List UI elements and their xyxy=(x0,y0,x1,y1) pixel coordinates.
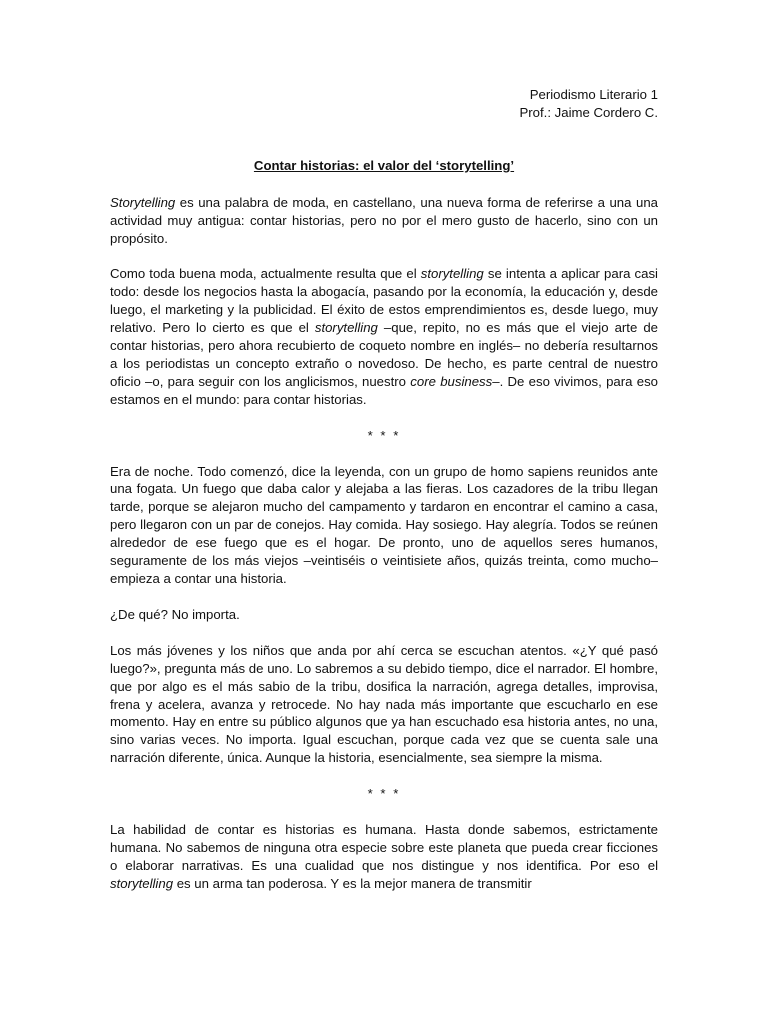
text-run: ¿De qué? No importa. xyxy=(110,606,240,622)
text-run: es un arma tan poderosa. Y es la mejor manera de transmitir xyxy=(173,875,532,891)
text-run: se intenta a aplicar para casi todo: desde los negocios hasta la abogacía, pasando por la economía, la educación y, desde luego, el marketing y la publicidad. El éxito de estos emprendimientos es, desde luego, muy relativo. Pero lo cierto es que el xyxy=(110,266,658,336)
text-run: –. De eso vivimos, para eso estamos en el mundo: para contar historias. xyxy=(110,373,658,407)
paragraph xyxy=(110,194,658,248)
paragraph xyxy=(110,642,658,767)
text-run: Era de noche. Todo comenzó, dice la leyenda, con un grupo de homo sapiens reunidos ante una fogata. Un fuego que daba calor y alejaba a las fieras. Los cazadores de la tribu llegan tarde, porque se alejaron mucho del campamento y tardaron en encontrar el camino a casa, pero llegaron con un par de conejos. Hay comida. Hay sosiego. Hay alegría. Todos se reúnen alrededor de ese fuego que es el hogar. De pronto, uno de aquellos seres humanos, seguramente de los más viejos –veintiséis o veintisiete años, quizás treinta, como mucho– empieza a contar una historia. xyxy=(110,463,658,586)
text-run: Los más jóvenes y los niños que anda por ahí cerca se escuchan atentos. «¿Y qué pasó luego?», pregunta más de uno. Lo sabremos a su debido tiempo, dice el narrador. El hombre, que por algo es el más sabio de la tribu, dosifica la narración, agrega detalles, improvisa, frena y acelera, avanza y retrocede. No hay nada más importante que escucharlo en ese momento. Hay en entre su público algunos que ya han escuchado esa historia antes, no una, sino varias veces. No importa. Igual escuchan, porque cada vez que se cuenta sale una narración diferente, única. Aunque la historia, esencialmente, sea siempre la misma. xyxy=(110,642,658,766)
italic-text: core business xyxy=(410,373,493,389)
section-separator: * * * xyxy=(367,427,401,443)
text-run: –que, repito, no es más que el viejo arte de contar historias, pero ahora recubierto de coqueto nombre en inglés– no debería resultarnos a los periodistas un concepto extraño o novedoso. De hecho, es parte central de nuestro oficio –o, para seguir con los anglicismos, nuestro xyxy=(110,320,658,389)
course-name: Periodismo Literario 1 xyxy=(529,87,658,102)
document-title: Contar historias: el valor del ‘storytelling’ xyxy=(253,157,515,173)
italic-text: storytelling xyxy=(314,320,378,336)
document-header xyxy=(110,86,658,122)
paragraph xyxy=(110,606,658,624)
text-run: es una palabra de moda, en castellano, una nueva forma de referirse a una una actividad muy antigua: contar historias, pero no por el mero gusto de hacerlo, sino con un propósito. xyxy=(110,194,658,246)
paragraph xyxy=(110,265,658,408)
text-run: Como toda buena moda, actualmente resulta que el xyxy=(110,266,421,282)
italic-text: storytelling xyxy=(110,875,174,891)
professor-name: Prof.: Jaime Cordero C. xyxy=(519,104,658,120)
italic-text: Storytelling xyxy=(110,194,176,210)
document-page xyxy=(110,86,658,893)
text-run: La habilidad de contar es historias es humana. Hasta donde sabemos, estrictamente humana. No sabemos de ninguna otra especie sobre este planeta que pueda crear ficciones o elaborar narrativas. Es una cualidad que nos distingue y nos identifica. Por eso el xyxy=(110,822,658,873)
section-separator: * * * xyxy=(367,786,401,802)
paragraph xyxy=(110,463,658,588)
document-body xyxy=(110,194,658,893)
paragraph xyxy=(110,821,658,893)
italic-text: storytelling xyxy=(420,266,484,282)
